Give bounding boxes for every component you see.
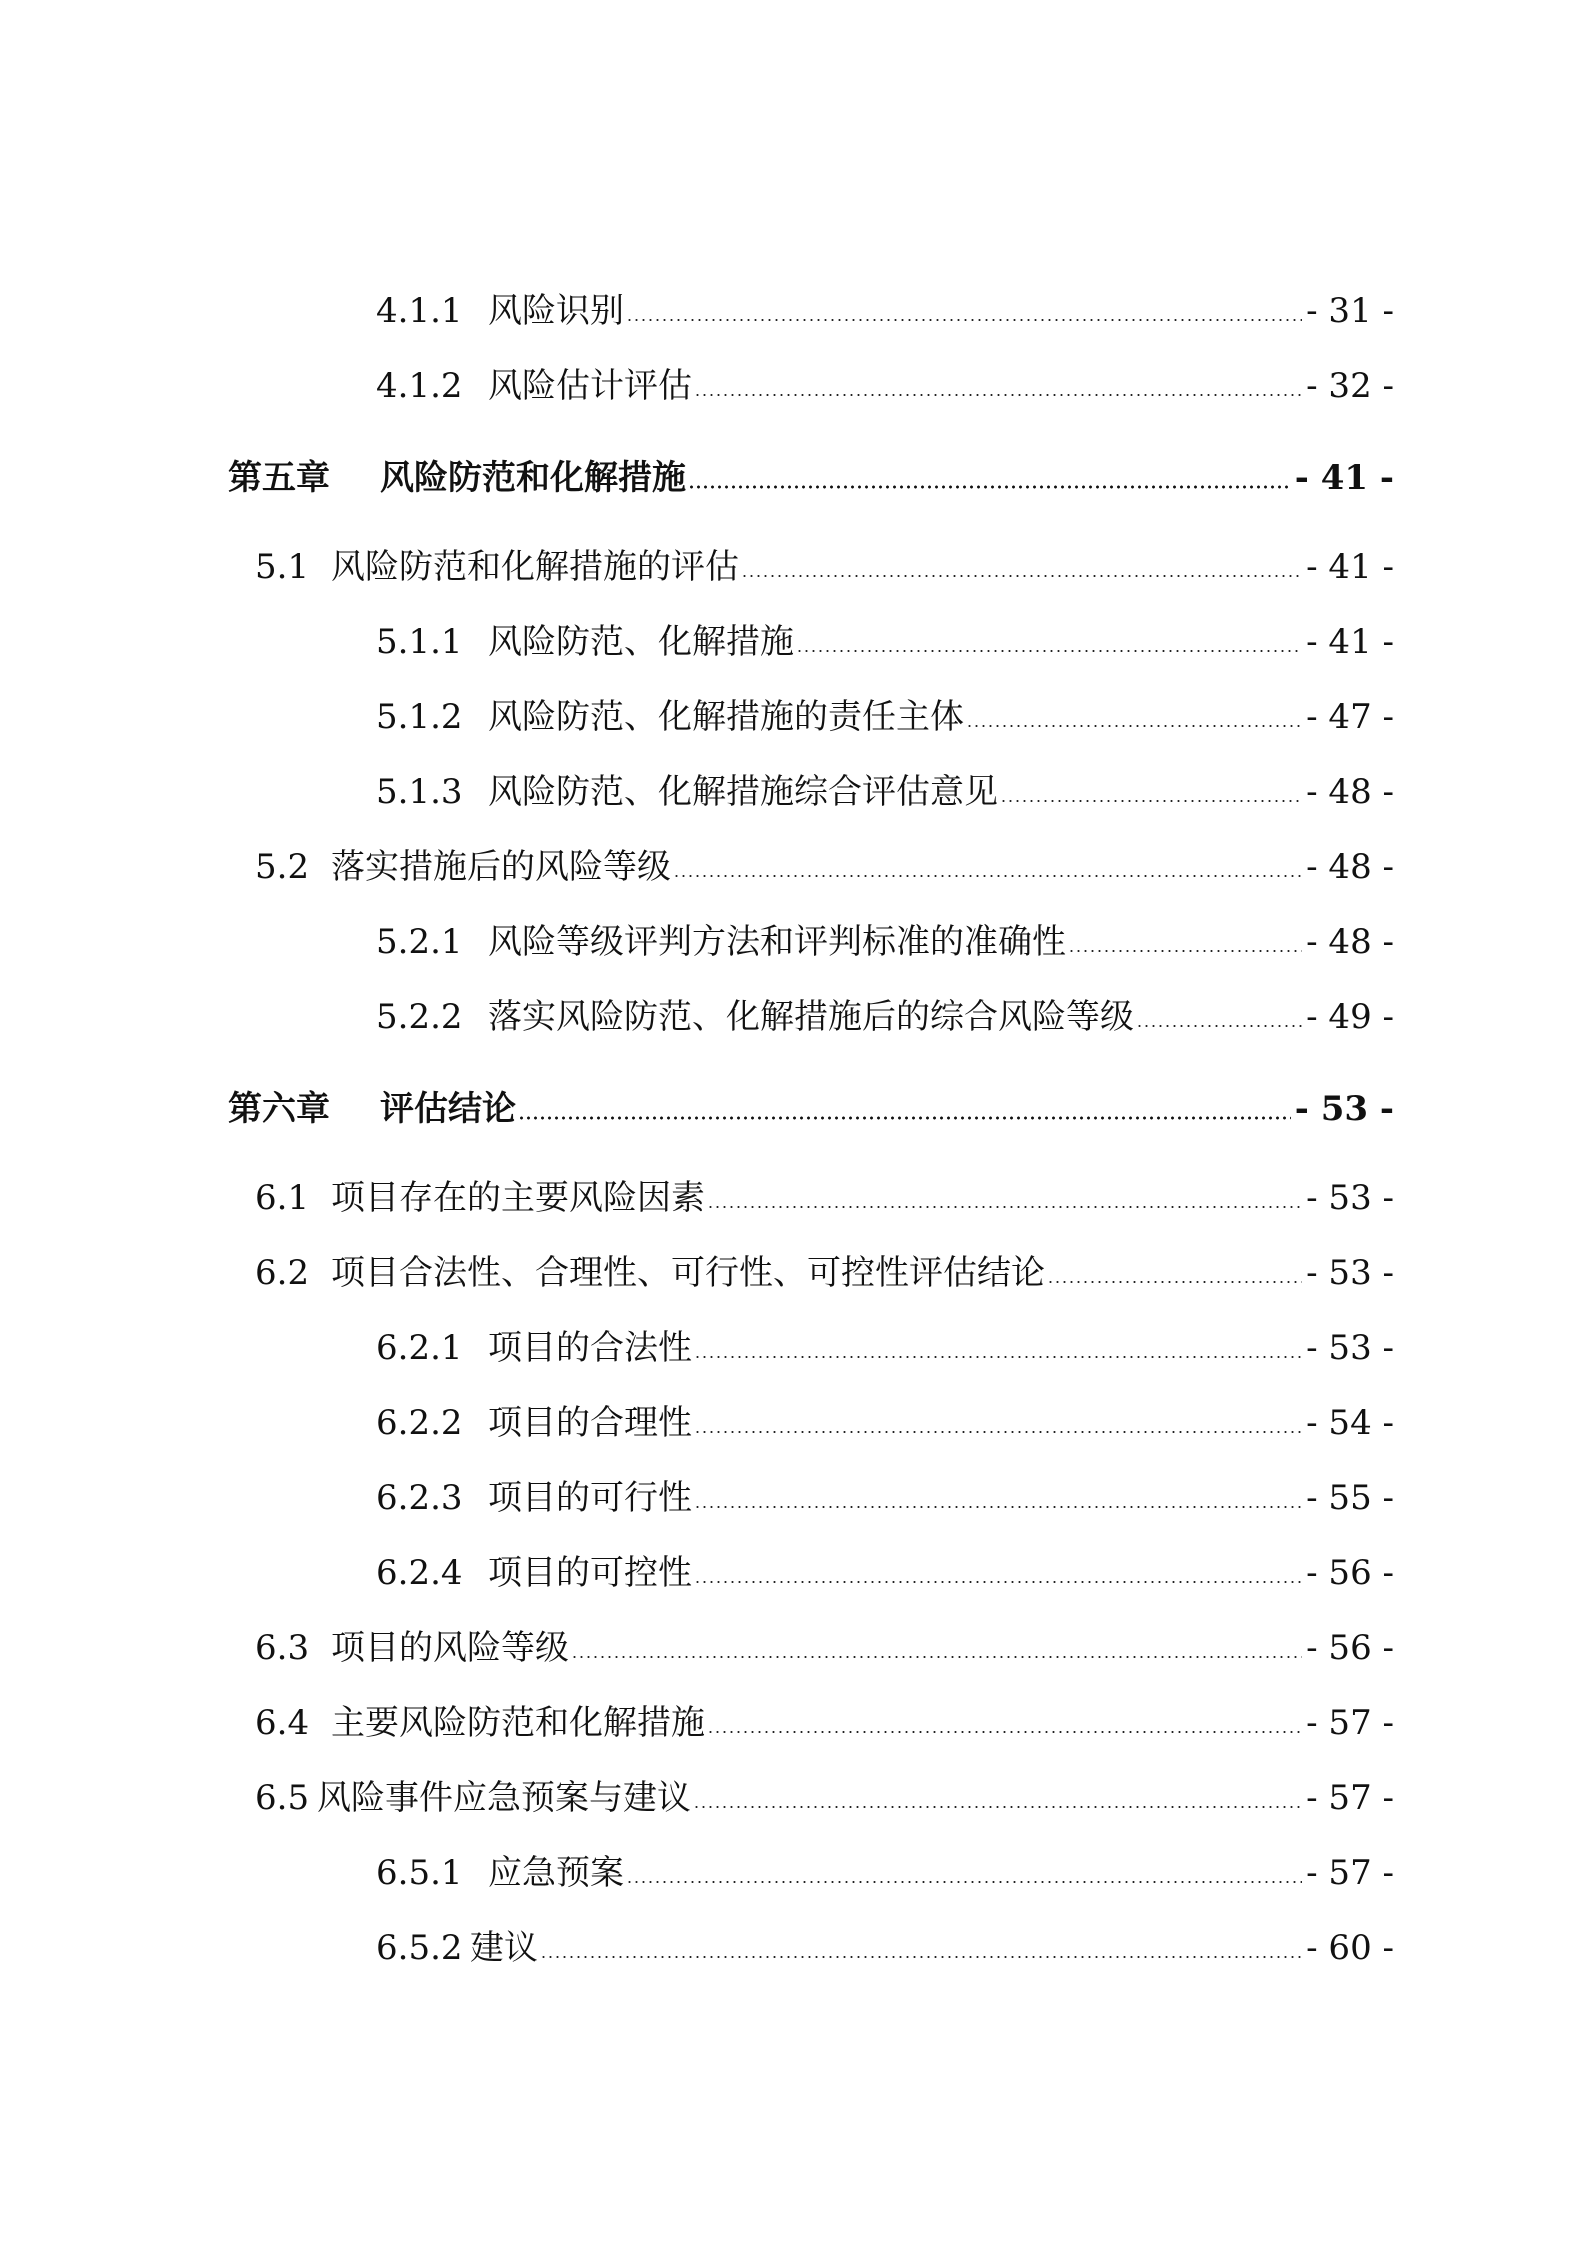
toc-entry-title: 风险防范、化解措施综合评估意见 — [488, 772, 998, 812]
toc-entry-page: - 57 - — [1306, 1853, 1394, 1893]
toc-entry-5-2-1[interactable] — [376, 899, 1394, 962]
dot-leader — [1068, 949, 1302, 953]
toc-entry-title: 项目的可行性 — [488, 1478, 692, 1518]
dot-leader — [966, 724, 1302, 728]
dot-leader — [1047, 1280, 1302, 1284]
dot-leader — [694, 1580, 1302, 1584]
toc-entry-6-2-2[interactable] — [376, 1380, 1394, 1443]
toc-entry-number: 4.1.2 — [376, 366, 463, 406]
toc-entry-number: 6.5.1 — [376, 1853, 463, 1893]
toc-entry-page: - 31 - — [1306, 291, 1394, 331]
toc-entry-title: 建议 — [470, 1928, 538, 1968]
toc-entry-number: 4.1.1 — [376, 291, 463, 331]
toc-entry-title: 落实措施后的风险等级 — [331, 847, 671, 887]
dot-leader — [694, 1505, 1302, 1509]
toc-entry-6-5-1[interactable] — [376, 1830, 1394, 1893]
toc-entry-6-4[interactable] — [255, 1680, 1394, 1743]
toc-entry-title: 项目存在的主要风险因素 — [331, 1178, 705, 1218]
toc-entry-5-1-3[interactable] — [376, 749, 1394, 812]
toc-entry-title: 风险等级评判方法和评判标准的准确性 — [488, 922, 1066, 962]
toc-entry-number: 6.2.3 — [376, 1478, 463, 1518]
toc-entry-page: - 53 - — [1306, 1178, 1394, 1218]
toc-entry-number: 5.1.2 — [376, 697, 463, 737]
toc-entry-title: 风险防范、化解措施的责任主体 — [488, 697, 964, 737]
toc-entry-page: - 48 - — [1306, 772, 1394, 812]
toc-entry-number: 6.2.2 — [376, 1403, 463, 1443]
dot-leader — [540, 1955, 1302, 1959]
toc-entry-chapter-5[interactable] — [228, 435, 1394, 498]
toc-entry-page: - 53 - — [1294, 1089, 1394, 1129]
toc-entry-6-3[interactable] — [255, 1605, 1394, 1668]
toc-entry-number: 5.2.2 — [376, 997, 463, 1037]
toc-entry-title: 项目的合法性 — [488, 1328, 692, 1368]
toc-entry-title: 项目合法性、合理性、可行性、可控性评估结论 — [331, 1253, 1045, 1293]
toc-entry-title: 项目的可控性 — [488, 1553, 692, 1593]
toc-entry-page: - 41 - — [1306, 622, 1394, 662]
toc-entry-5-1-1[interactable] — [376, 599, 1394, 662]
dot-leader — [1000, 799, 1302, 803]
toc-entry-6-2[interactable] — [255, 1230, 1394, 1293]
toc-entry-6-5[interactable] — [255, 1755, 1394, 1818]
dot-leader — [741, 574, 1302, 578]
toc-entry-5-2[interactable] — [255, 824, 1394, 887]
toc-entry-title: 落实风险防范、化解措施后的综合风险等级 — [488, 997, 1134, 1037]
toc-entry-page: - 57 - — [1306, 1778, 1394, 1818]
toc-entry-4-1-2[interactable] — [376, 343, 1394, 406]
dot-leader — [694, 1430, 1302, 1434]
dot-leader — [518, 1116, 1291, 1120]
toc-entry-4-1-1[interactable] — [376, 268, 1394, 331]
toc-entry-number: 第五章 — [228, 458, 330, 498]
toc-entry-number: 5.2.1 — [376, 922, 463, 962]
toc-entry-number: 6.2.4 — [376, 1553, 463, 1593]
toc-entry-title: 项目的风险等级 — [331, 1628, 569, 1668]
dot-leader — [673, 874, 1302, 878]
toc-entry-5-1-2[interactable] — [376, 674, 1394, 737]
toc-entry-page: - 49 - — [1306, 997, 1394, 1037]
toc-entry-page: - 53 - — [1306, 1253, 1394, 1293]
toc-entry-number: 6.4 — [255, 1703, 310, 1743]
toc-entry-6-2-1[interactable] — [376, 1305, 1394, 1368]
toc-entry-title: 评估结论 — [380, 1089, 516, 1129]
toc-entry-title: 应急预案 — [488, 1853, 624, 1893]
toc-entry-5-1[interactable] — [255, 524, 1394, 587]
toc-entry-number: 6.2 — [255, 1253, 310, 1293]
toc-entry-page: - 56 - — [1306, 1553, 1394, 1593]
dot-leader — [688, 485, 1291, 489]
toc-entry-number: 5.1.1 — [376, 622, 463, 662]
toc-entry-6-1[interactable] — [255, 1155, 1394, 1218]
toc-entry-6-2-4[interactable] — [376, 1530, 1394, 1593]
toc-entry-number: 5.1 — [255, 547, 310, 587]
toc-entry-page: - 47 - — [1306, 697, 1394, 737]
toc-entry-page: - 55 - — [1306, 1478, 1394, 1518]
toc-entry-page: - 54 - — [1306, 1403, 1394, 1443]
dot-leader — [694, 1355, 1302, 1359]
toc-entry-number: 6.3 — [255, 1628, 310, 1668]
toc-entry-title: 风险防范、化解措施 — [488, 622, 794, 662]
toc-entry-number: 5.2 — [255, 847, 310, 887]
toc-entry-page: - 57 - — [1306, 1703, 1394, 1743]
dot-leader — [707, 1205, 1302, 1209]
toc-entry-page: - 41 - — [1306, 547, 1394, 587]
toc-entry-number: 6.2.1 — [376, 1328, 463, 1368]
toc-entry-page: - 41 - — [1294, 458, 1394, 498]
toc-entry-page: - 60 - — [1306, 1928, 1394, 1968]
toc-entry-title: 风险识别 — [488, 291, 624, 331]
dot-leader — [626, 1880, 1302, 1884]
dot-leader — [571, 1655, 1302, 1659]
toc-entry-page: - 32 - — [1306, 366, 1394, 406]
dot-leader — [626, 318, 1302, 322]
toc-entry-6-2-3[interactable] — [376, 1455, 1394, 1518]
toc-entry-number: 6.5.2 — [376, 1928, 463, 1968]
toc-entry-title: 主要风险防范和化解措施 — [331, 1703, 705, 1743]
toc-entry-5-2-2[interactable] — [376, 974, 1394, 1037]
toc-entry-chapter-6[interactable] — [228, 1066, 1394, 1129]
toc-entry-page: - 56 - — [1306, 1628, 1394, 1668]
toc-entry-title: 风险估计评估 — [488, 366, 692, 406]
toc-entry-title: 风险事件应急预案与建议 — [317, 1778, 691, 1818]
toc-entry-6-5-2[interactable] — [376, 1905, 1394, 1968]
dot-leader — [1136, 1024, 1302, 1028]
dot-leader — [707, 1730, 1302, 1734]
dot-leader — [796, 649, 1302, 653]
toc-entry-number: 5.1.3 — [376, 772, 463, 812]
toc-entry-title: 风险防范和化解措施的评估 — [331, 547, 739, 587]
toc-entry-title: 项目的合理性 — [488, 1403, 692, 1443]
toc-entry-page: - 53 - — [1306, 1328, 1394, 1368]
toc-entry-number: 第六章 — [228, 1089, 330, 1129]
toc-entry-page: - 48 - — [1306, 922, 1394, 962]
dot-leader — [693, 1805, 1302, 1809]
toc-entry-number: 6.5 — [255, 1778, 310, 1818]
toc-entry-title: 风险防范和化解措施 — [380, 458, 686, 498]
toc-entry-number: 6.1 — [255, 1178, 310, 1218]
toc-entry-page: - 48 - — [1306, 847, 1394, 887]
dot-leader — [694, 393, 1302, 397]
